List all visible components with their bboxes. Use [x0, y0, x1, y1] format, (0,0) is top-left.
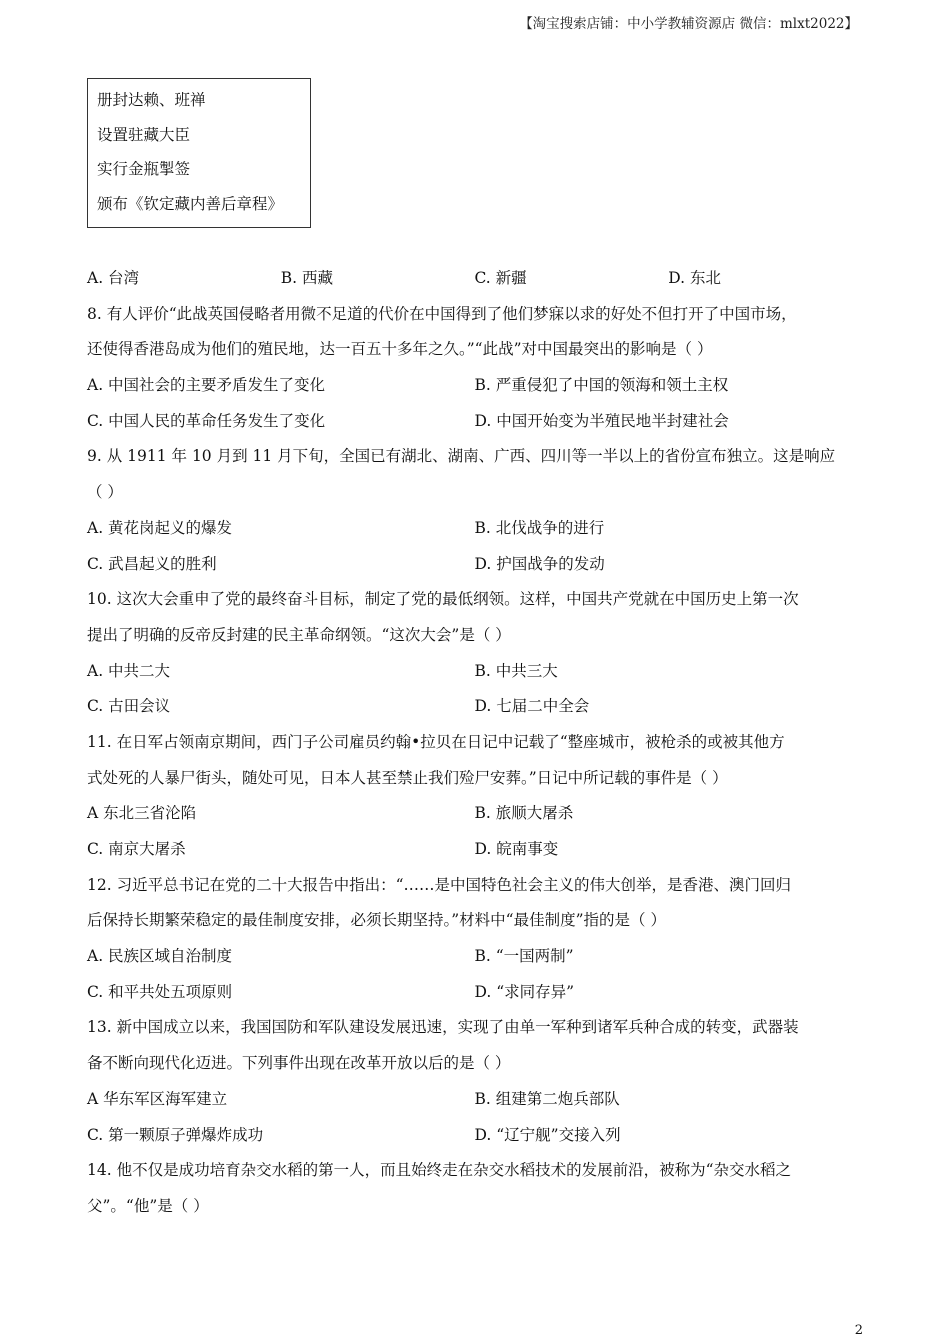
option-d: D. 护国战争的发动: [474, 554, 605, 573]
option-d: D. “辽宁舰”交接入列: [474, 1125, 621, 1144]
option-a: A. 民族区域自治制度: [87, 947, 233, 966]
options-row: [87, 978, 862, 1014]
question-14: [87, 1156, 862, 1227]
question-text: 11. 在日军占领南京期间，西门子公司雇员约翰•拉贝在日记中记载了“整座城市，被枪杀的或被其他方: [87, 732, 785, 751]
material-line: 颁布《钦定藏内善后章程》: [97, 194, 284, 213]
question-text: 父”。“他”是（ ）: [87, 1196, 209, 1215]
question-text: 后保持长期繁荣稳定的最佳制度安排，必须长期坚持。”材料中“最佳制度”指的是（ ）: [87, 911, 666, 930]
question-text: 提出了明确的反帝反封建的民主革命纲领。“这次大会”是（ ）: [87, 625, 511, 644]
option-c: C. 第一颗原子弹爆炸成功: [87, 1125, 264, 1144]
question-7-options: [87, 264, 862, 300]
option-b: B. 组建第二炮兵部队: [474, 1089, 620, 1108]
question-text: 8. 有人评价“此战英国侵略者用微不足道的代价在中国得到了他们梦寐以求的好处不但打开了中国市场，: [87, 304, 797, 323]
options-row: [87, 657, 862, 693]
option-c: C. 南京大屠杀: [87, 840, 186, 858]
options-row: [87, 1121, 862, 1157]
options-row: [87, 835, 862, 871]
question-text: （ ）: [87, 483, 123, 502]
question-12: [87, 871, 862, 1014]
options-row: [87, 692, 862, 728]
option-a: A. 台湾: [87, 269, 140, 287]
question-text: 还使得香港岛成为他们的殖民地，达一百五十多年之久。”“此战”对中国最突出的影响是（ ）: [87, 340, 713, 359]
options-row: [87, 371, 862, 407]
option-c: C. 中国人民的革命任务发生了变化: [87, 411, 326, 430]
options-row: [87, 942, 862, 978]
option-a: A. 中共二大: [87, 661, 171, 680]
material-line: 实行金瓶掣签: [97, 160, 191, 178]
material-line: 册封达赖、班禅: [97, 91, 206, 109]
option-c: C. 古田会议: [87, 697, 171, 716]
question-13: [87, 1013, 862, 1156]
question-10: [87, 585, 862, 728]
option-a: A. 黄花岗起义的爆发: [87, 518, 233, 537]
option-d: D. 皖南事变: [474, 840, 559, 858]
options-row: [87, 550, 862, 586]
question-list: [87, 264, 862, 1228]
option-d: D. “求同存异”: [474, 982, 575, 1001]
option-b: B. 中共三大: [474, 661, 558, 680]
option-b: B. 旅顺大屠杀: [474, 804, 574, 823]
option-b: B. 西藏: [280, 269, 333, 287]
option-a: A. 中国社会的主要矛盾发生了变化: [87, 376, 326, 395]
question-11: [87, 728, 862, 871]
question-text: 10. 这次大会重申了党的最终奋斗目标，制定了党的最低纲领。这样，中国共产党就在中国历史上第一次: [87, 590, 799, 609]
page-number: 2: [854, 1323, 863, 1338]
material-box: [87, 78, 311, 228]
question-text: 备不断向现代化迈进。下列事件出现在改革开放以后的是（ ）: [87, 1054, 511, 1073]
option-c: C. 新疆: [474, 269, 527, 287]
option-b: B. “一国两制”: [474, 947, 574, 966]
question-9: [87, 442, 862, 585]
option-c: C. 和平共处五项原则: [87, 982, 233, 1001]
option-a: A 东北三省沦陷: [87, 804, 197, 823]
options-row: [87, 1085, 862, 1121]
question-text: 9. 从 1911 年 10 月到 11 月下旬，全国已有湖北、湖南、广西、四川等一半以上的省份宣布独立。这是响应: [87, 447, 836, 466]
question-text: 12. 习近平总书记在党的二十大报告中指出：“……是中国特色社会主义的伟大创举，是香港、澳门回归: [87, 875, 792, 894]
material-line: 设置驻藏大臣: [97, 125, 191, 144]
option-d: D. 东北: [668, 269, 721, 287]
option-b: B. 严重侵犯了中国的领海和领土主权: [474, 376, 729, 395]
question-text: 式处死的人暴尸街头，随处可见，日本人甚至禁止我们殓尸安葬。”日记中所记载的事件是（ ）: [87, 768, 728, 787]
page-header: 【淘宝搜索店铺：中小学教辅资源店 微信：mlxt2022】: [519, 16, 858, 32]
options-row: [87, 407, 862, 443]
option-d: D. 中国开始变为半殖民地半封建社会: [474, 411, 729, 430]
option-d: D. 七届二中全会: [474, 697, 590, 716]
question-8: [87, 300, 862, 443]
option-c: C. 武昌起义的胜利: [87, 554, 217, 573]
question-text: 13. 新中国成立以来，我国国防和军队建设发展迅速，实现了由单一军种到诸军兵种合成的转变，武器装: [87, 1018, 799, 1037]
option-b: B. 北伐战争的进行: [474, 518, 605, 537]
question-text: 14. 他不仅是成功培育杂交水稻的第一人，而且始终走在杂交水稻技术的发展前沿，被称为“杂交水稻之: [87, 1161, 792, 1180]
options-row: [87, 514, 862, 550]
options-row: [87, 799, 862, 835]
option-a: A 华东军区海军建立: [87, 1089, 228, 1108]
